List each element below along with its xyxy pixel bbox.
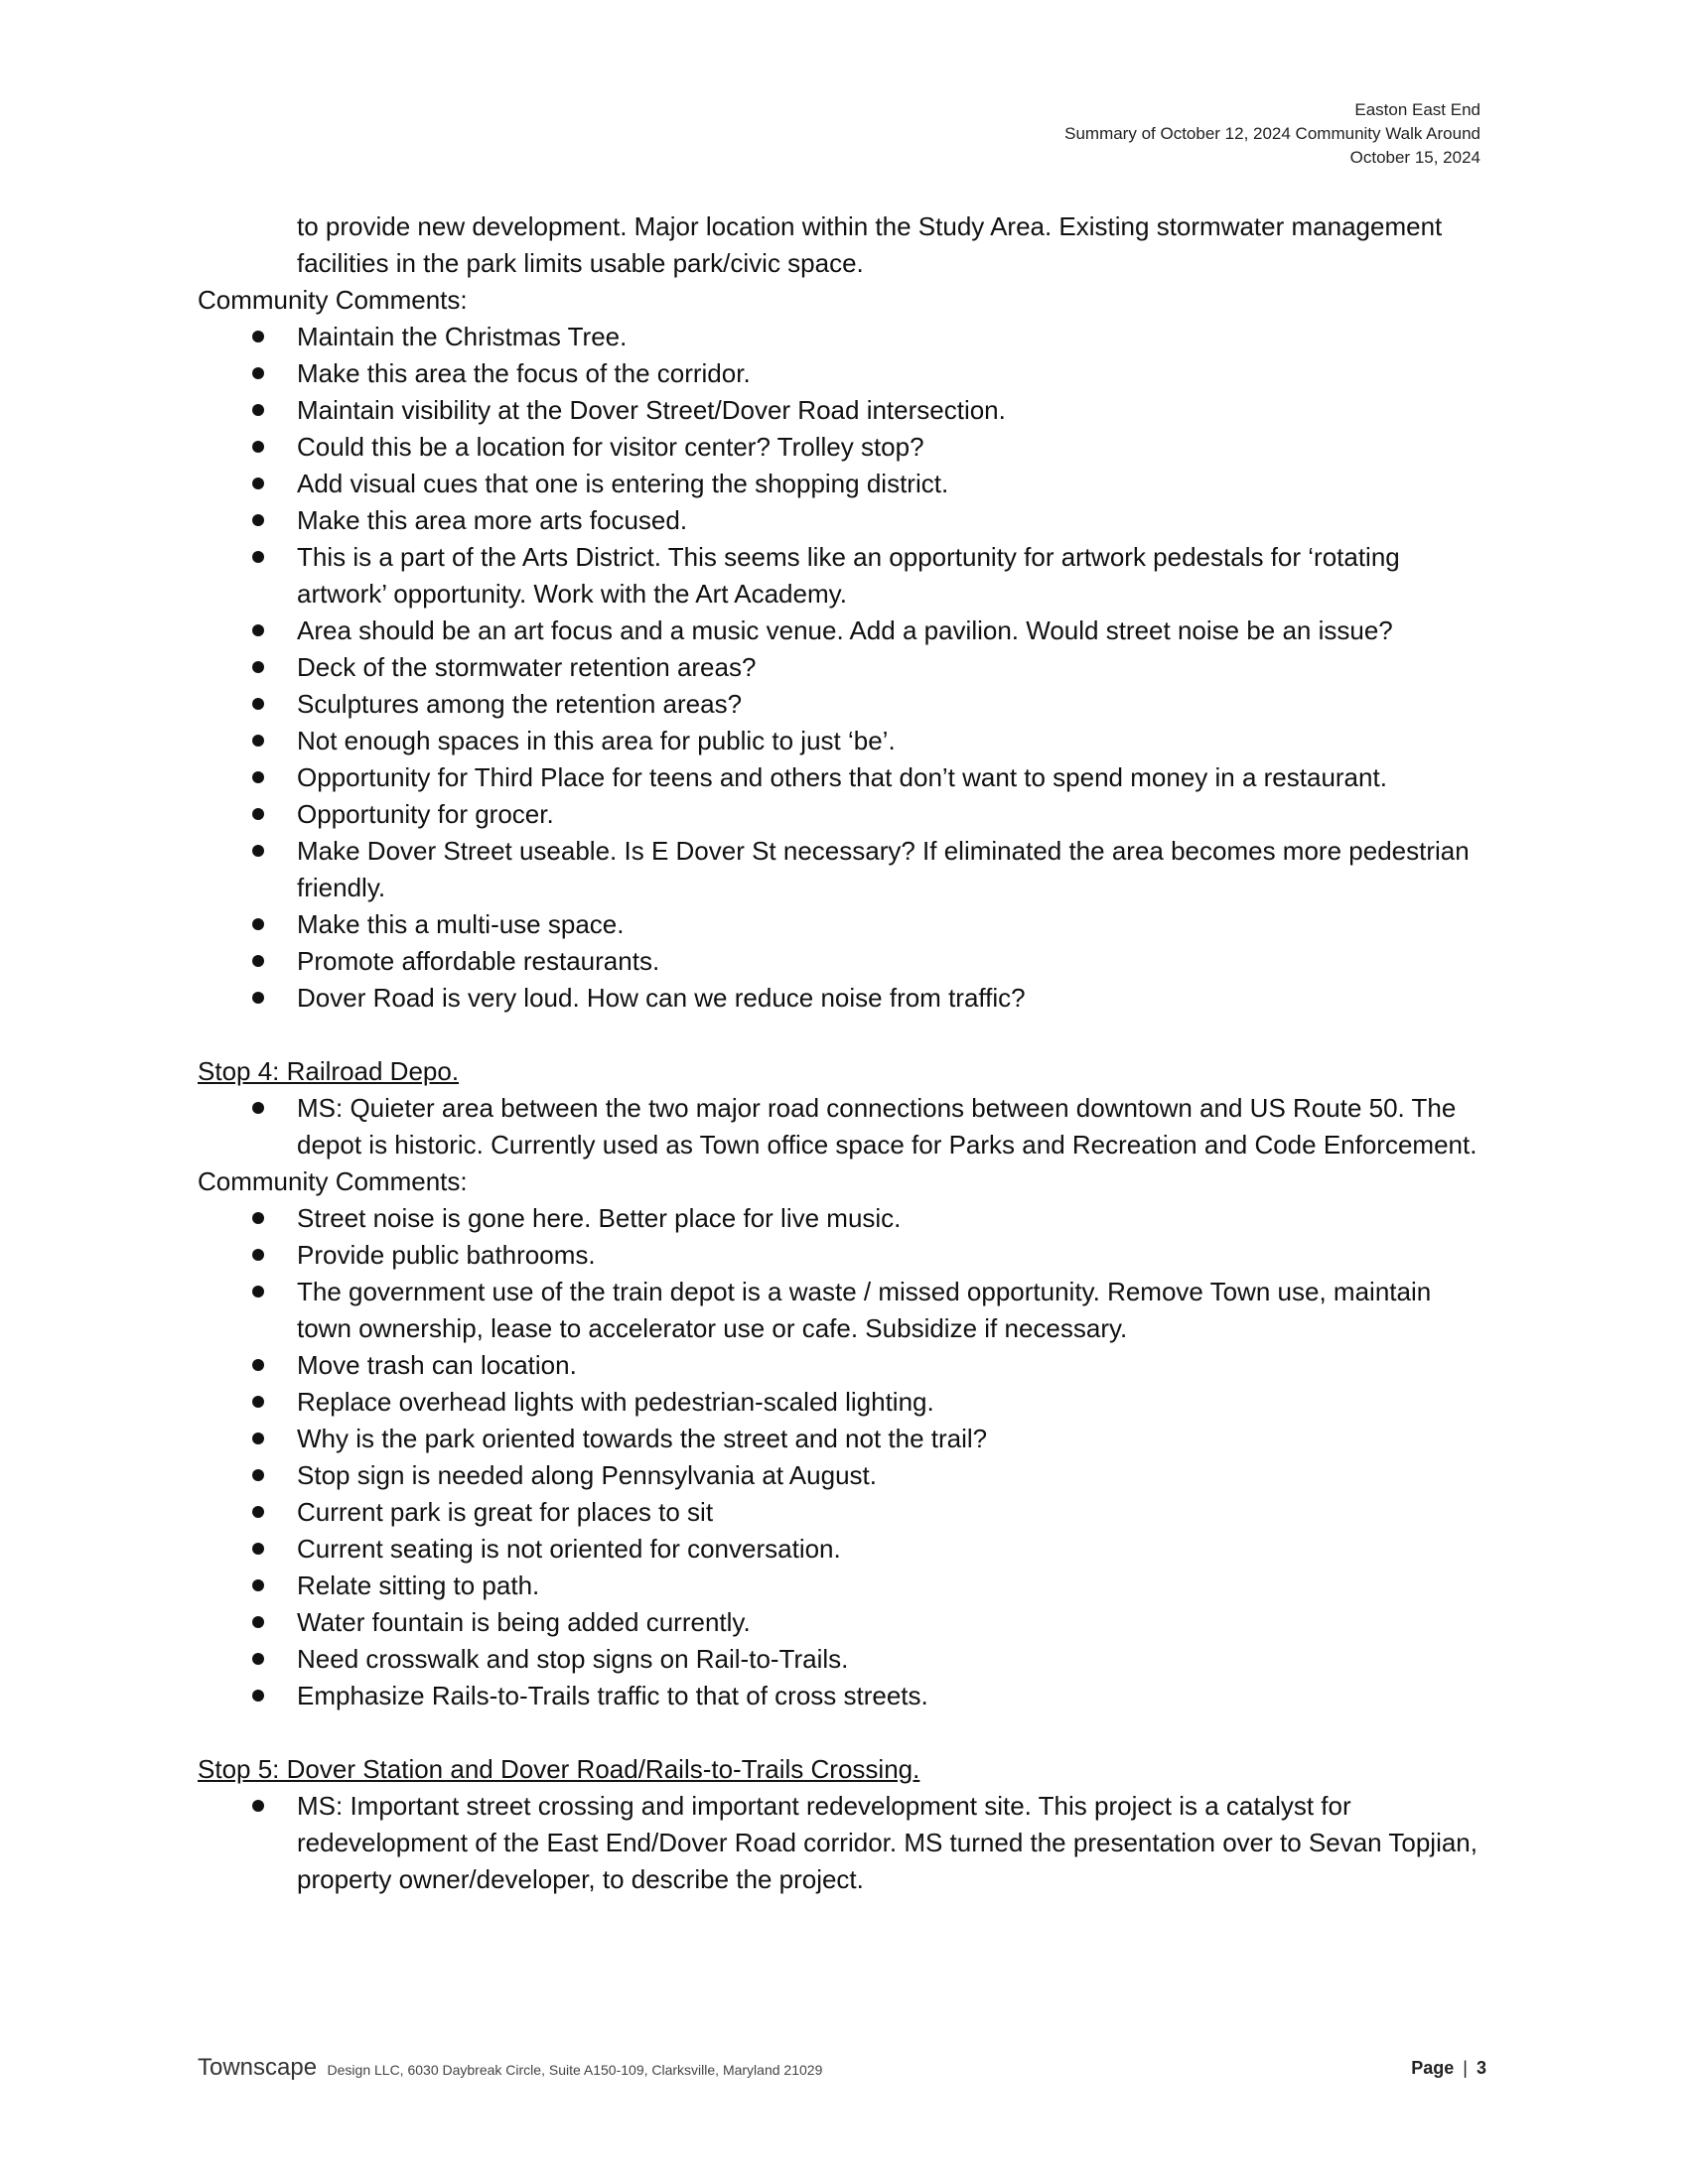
list-item: Current seating is not oriented for conversation. xyxy=(198,1531,1488,1568)
list-item: This is a part of the Arts District. This seems like an opportunity for artwork pedestals for ‘rotating artwork’ opportunity. Work with the Art Academy. xyxy=(198,539,1488,613)
list-item: Make this area more arts focused. xyxy=(198,502,1488,539)
list-item: Move trash can location. xyxy=(198,1347,1488,1384)
list-item: Stop sign is needed along Pennsylvania at August. xyxy=(198,1457,1488,1494)
list-item: Promote affordable restaurants. xyxy=(198,943,1488,980)
list-item: Not enough spaces in this area for public to just ‘be’. xyxy=(198,723,1488,759)
list-item: Maintain visibility at the Dover Street/Dover Road intersection. xyxy=(198,392,1488,429)
page-indicator xyxy=(1411,2058,1486,2079)
list-item: Why is the park oriented towards the street and not the trail? xyxy=(198,1421,1488,1457)
company-brand: Townscape xyxy=(198,2054,318,2081)
community-comments-label: Community Comments: xyxy=(198,1166,468,1196)
stop4-title: Stop 4: Railroad Depo. xyxy=(198,1056,460,1086)
document-footer xyxy=(198,2054,1486,2084)
list-item: Could this be a location for visitor center? Trolley stop? xyxy=(198,429,1488,466)
company-address: Design LLC, 6030 Daybreak Circle, Suite A150-109, Clarksville, Maryland 21029 xyxy=(327,2062,823,2078)
stop4-comments-list xyxy=(198,1200,1488,1714)
list-item: Maintain the Christmas Tree. xyxy=(198,319,1488,355)
list-item: Add visual cues that one is entering the shopping district. xyxy=(198,466,1488,502)
list-item: MS: Quieter area between the two major road connections between downtown and US Route 50. The depot is historic. Currently used as Town office space for Parks and Recreation and Code Enforcement. xyxy=(198,1090,1488,1163)
list-item: Emphasize Rails-to-Trails traffic to that of cross streets. xyxy=(198,1678,1488,1714)
document-body xyxy=(198,208,1488,1898)
page-label: Page xyxy=(1411,2058,1455,2078)
list-item: Current park is great for places to sit xyxy=(198,1494,1488,1531)
list-item: The government use of the train depot is a waste / missed opportunity. Remove Town use, maintain town ownership, lease to accelerator use or cafe. Subsidize if necessary. xyxy=(198,1274,1488,1347)
page-separator: | xyxy=(1463,2058,1468,2078)
list-item: Replace overhead lights with pedestrian-scaled lighting. xyxy=(198,1384,1488,1421)
list-item: MS: Important street crossing and important redevelopment site. This project is a catalyst for redevelopment of the East End/Dover Road corridor. MS turned the presentation over to Sevan Topjian, property owner/developer, to describe the project. xyxy=(198,1788,1488,1898)
list-item: Make this a multi-use space. xyxy=(198,906,1488,943)
list-item: Deck of the stormwater retention areas? xyxy=(198,649,1488,686)
community-comments-label: Community Comments: xyxy=(198,285,468,315)
list-item: Opportunity for Third Place for teens and others that don’t want to spend money in a restaurant. xyxy=(198,759,1488,796)
list-item: Make Dover Street useable. Is E Dover St necessary? If eliminated the area becomes more pedestrian friendly. xyxy=(198,833,1488,906)
stop4-ms-list xyxy=(198,1090,1488,1163)
stop5-title: Stop 5: Dover Station and Dover Road/Rails-to-Trails Crossing. xyxy=(198,1754,920,1784)
list-item: Street noise is gone here. Better place for live music. xyxy=(198,1200,1488,1237)
header-date: October 15, 2024 xyxy=(1349,148,1480,167)
header-summary-title: Summary of October 12, 2024 Community Walk Around xyxy=(1064,124,1480,143)
list-item: Dover Road is very loud. How can we reduce noise from traffic? xyxy=(198,980,1488,1017)
list-item: Opportunity for grocer. xyxy=(198,796,1488,833)
list-item: Make this area the focus of the corridor. xyxy=(198,355,1488,392)
header-project: Easton East End xyxy=(1354,100,1480,119)
list-item: Provide public bathrooms. xyxy=(198,1237,1488,1274)
list-item: Relate sitting to path. xyxy=(198,1568,1488,1604)
stop3-comments-list xyxy=(198,319,1488,1017)
list-item: Sculptures among the retention areas? xyxy=(198,686,1488,723)
list-item: Area should be an art focus and a music venue. Add a pavilion. Would street noise be an issue? xyxy=(198,613,1488,649)
list-item: Water fountain is being added currently. xyxy=(198,1604,1488,1641)
stop5-ms-list xyxy=(198,1788,1488,1898)
page-number: 3 xyxy=(1476,2058,1486,2078)
footer-company xyxy=(198,2054,822,2082)
intro-continuation: to provide new development. Major location within the Study Area. Existing stormwater management facilities in the park limits usable park/civic space. xyxy=(297,211,1443,278)
list-item: Need crosswalk and stop signs on Rail-to-Trails. xyxy=(198,1641,1488,1678)
document-header xyxy=(1064,98,1480,170)
